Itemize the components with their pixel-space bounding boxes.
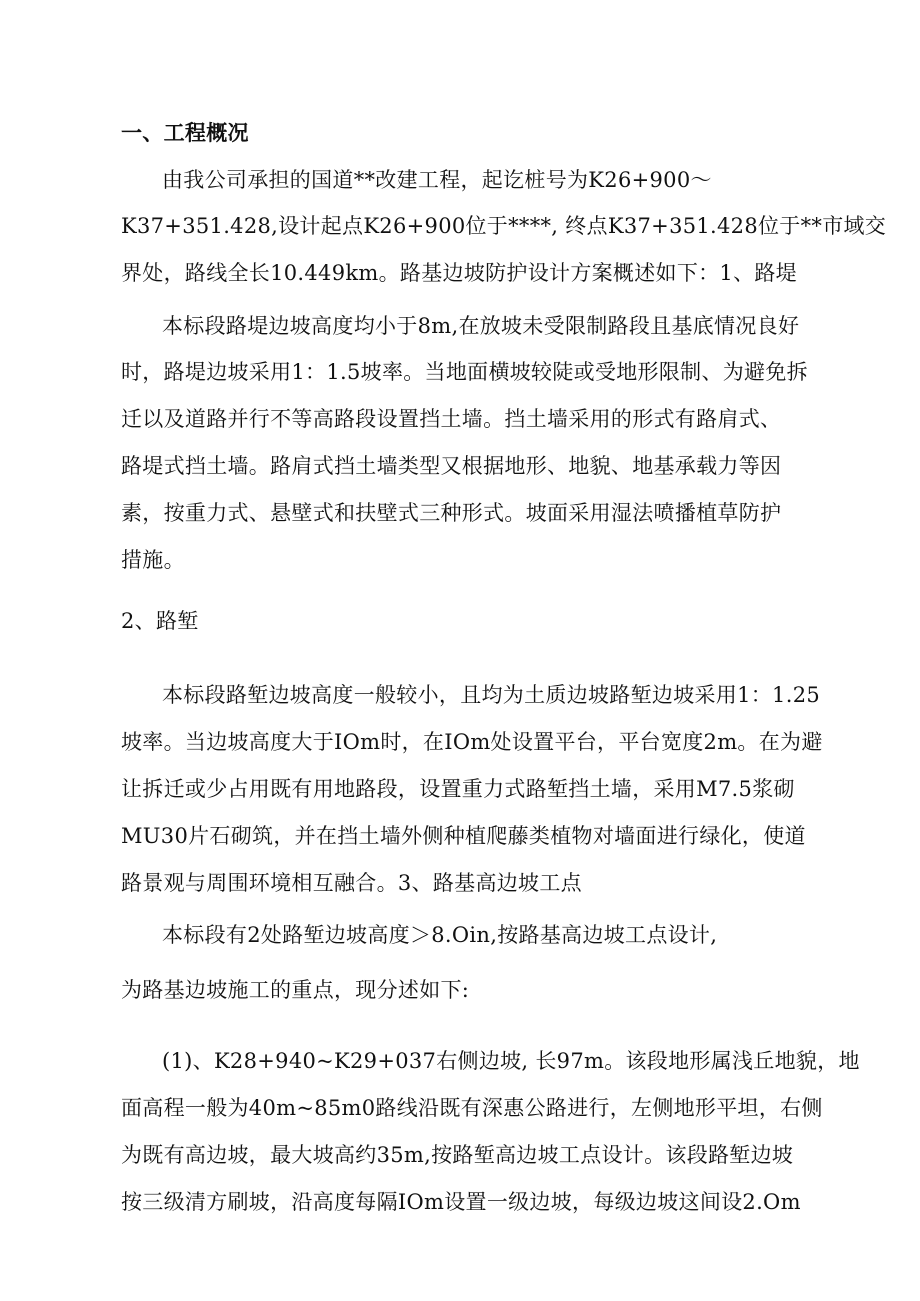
paragraph-line: MU30片石砌筑，并在挡土墙外侧种植爬藤类植物对墙面进行绿化，使道 xyxy=(121,824,806,848)
paragraph-line: 让拆迁或少占用既有用地路段，设置重力式路堑挡土墙，采用M7.5浆砌 xyxy=(121,777,795,801)
paragraph-line: 素，按重力式、悬壁式和扶壁式三种形式。坡面采用湿法喷播植草防护 xyxy=(121,501,782,525)
paragraph-line: (1)、K28+940~K29+037右侧边坡, 长97m。该段地形属浅丘地貌，地 xyxy=(162,1049,860,1073)
subsection-heading: 2、路堑 xyxy=(121,609,199,633)
paragraph-line: 面高程一般为40m~85m0路线沿既有深惠公路进行，左侧地形平坦，右侧 xyxy=(121,1096,823,1120)
paragraph-line: 路景观与周围环境相互融合。3、路基高边坡工点 xyxy=(121,871,582,895)
paragraph-line: K37+351.428,设计起点K26+900位于****, 终点K37+351.428位于**市域交 xyxy=(121,214,887,238)
paragraph-line: 本标段路堑边坡高度一般较小，且均为土质边坡路堑边坡采用1：1.25 xyxy=(162,683,821,707)
paragraph-line: 坡率。当边坡高度大于IOm时，在IOm处设置平台，平台宽度2m。在为避 xyxy=(121,730,823,754)
paragraph-line: 界处，路线全长10.449km。路基边坡防护设计方案概述如下：1、路堤 xyxy=(121,261,797,285)
paragraph-line: 由我公司承担的国道**改建工程，起讫桩号为K26+900～ xyxy=(162,168,712,192)
paragraph-line: 措施。 xyxy=(121,548,185,572)
paragraph-line: 路堤式挡土墙。路肩式挡土墙类型又根据地形、地貌、地基承载力等因 xyxy=(121,454,782,478)
section-heading: 一、工程概况 xyxy=(121,121,249,145)
paragraph-line: 本标段路堤边坡高度均小于8m,在放坡未受限制路段且基底情况良好 xyxy=(162,314,800,338)
paragraph-line: 按三级清方刷坡，沿高度每隔IOm设置一级边坡，每级边坡这间设2.Om xyxy=(121,1190,801,1214)
paragraph-line: 为路基边坡施工的重点，现分述如下: xyxy=(121,978,470,1002)
paragraph-line: 为既有高边坡，最大坡高约35m,按路堑高边坡工点设计。该段路堑边坡 xyxy=(121,1143,794,1167)
paragraph-line: 本标段有2处路堑边坡高度＞8.Oin,按路基高边坡工点设计, xyxy=(162,923,718,947)
paragraph-line: 时，路堤边坡采用1：1.5坡率。当地面横坡较陡或受地形限制、为避免拆 xyxy=(121,360,808,384)
paragraph-line: 迁以及道路并行不等高路段设置挡土墙。挡土墙采用的形式有路肩式、 xyxy=(121,407,782,431)
